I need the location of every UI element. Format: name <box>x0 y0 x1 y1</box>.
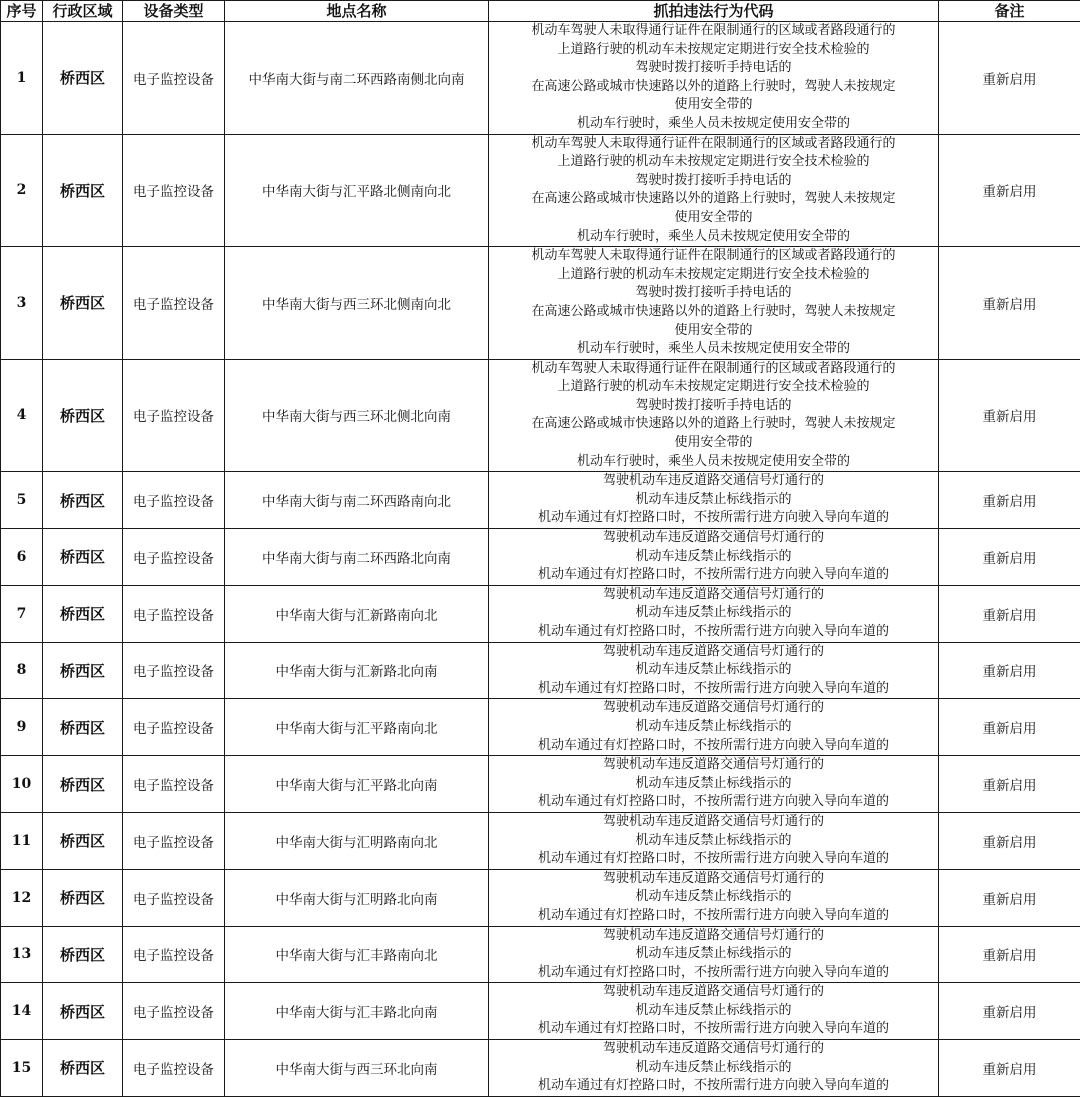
row-number: 9 <box>1 699 43 756</box>
violation-line: 使用安全带的 <box>491 96 936 115</box>
violation-codes-cell <box>489 359 939 472</box>
row-number: 2 <box>1 134 43 247</box>
district-cell: 桥西区 <box>43 472 123 529</box>
row-number: 1 <box>1 22 43 135</box>
table-row <box>1 585 1080 642</box>
device-type-cell: 电子监控设备 <box>123 359 225 472</box>
remark-cell: 重新启用 <box>939 869 1080 926</box>
table-row <box>1 699 1080 756</box>
violation-codes-cell <box>489 642 939 699</box>
header-location: 地点名称 <box>225 1 489 22</box>
violation-line: 驾驶机动车违反道路交通信号灯通行的 <box>491 586 936 605</box>
device-type-cell: 电子监控设备 <box>123 642 225 699</box>
row-number: 4 <box>1 359 43 472</box>
device-type-cell: 电子监控设备 <box>123 869 225 926</box>
district-cell: 桥西区 <box>43 22 123 135</box>
row-number: 6 <box>1 529 43 586</box>
violation-line: 上道路行驶的机动车未按规定定期进行安全技术检验的 <box>491 378 936 397</box>
violation-line: 机动车驾驶人未取得通行证件在限制通行的区域或者路段通行的 <box>491 135 936 154</box>
violation-line: 机动车驾驶人未取得通行证件在限制通行的区域或者路段通行的 <box>491 22 936 41</box>
district-cell: 桥西区 <box>43 1040 123 1097</box>
location-cell: 中华南大街与汇明路南向北 <box>225 812 489 869</box>
location-cell: 中华南大街与汇平路北向南 <box>225 756 489 813</box>
violation-line: 在高速公路或城市快速路以外的道路上行驶时，驾驶人未按规定 <box>491 415 936 434</box>
row-number: 11 <box>1 812 43 869</box>
table-row <box>1 134 1080 247</box>
device-type-cell: 电子监控设备 <box>123 1040 225 1097</box>
table-row <box>1 812 1080 869</box>
violation-line: 驾驶机动车违反道路交通信号灯通行的 <box>491 756 936 775</box>
table-row <box>1 1040 1080 1097</box>
remark-cell: 重新启用 <box>939 472 1080 529</box>
table-row <box>1 359 1080 472</box>
violation-codes-cell <box>489 134 939 247</box>
row-number: 15 <box>1 1040 43 1097</box>
district-cell: 桥西区 <box>43 869 123 926</box>
violation-line: 在高速公路或城市快速路以外的道路上行驶时，驾驶人未按规定 <box>491 190 936 209</box>
violation-line: 驾驶机动车违反道路交通信号灯通行的 <box>491 927 936 946</box>
location-cell: 中华南大街与西三环北侧北向南 <box>225 359 489 472</box>
table-row <box>1 642 1080 699</box>
row-number: 5 <box>1 472 43 529</box>
location-cell: 中华南大街与南二环西路南向北 <box>225 472 489 529</box>
violation-line: 机动车违反禁止标线指示的 <box>491 604 936 623</box>
violation-line: 驾驶时拨打接听手持电话的 <box>491 59 936 78</box>
district-cell: 桥西区 <box>43 585 123 642</box>
table-row <box>1 472 1080 529</box>
violation-line: 机动车违反禁止标线指示的 <box>491 1059 936 1078</box>
remark-cell: 重新启用 <box>939 756 1080 813</box>
violation-codes-cell <box>489 869 939 926</box>
violation-line: 机动车驾驶人未取得通行证件在限制通行的区域或者路段通行的 <box>491 247 936 266</box>
violation-line: 机动车违反禁止标线指示的 <box>491 832 936 851</box>
violation-line: 驾驶机动车违反道路交通信号灯通行的 <box>491 529 936 548</box>
violation-line: 在高速公路或城市快速路以外的道路上行驶时，驾驶人未按规定 <box>491 78 936 97</box>
table-header-row <box>1 1 1080 22</box>
violation-line: 机动车行驶时，乘坐人员未按规定使用安全带的 <box>491 115 936 134</box>
location-cell: 中华南大街与汇平路北侧南向北 <box>225 134 489 247</box>
header-remark: 备注 <box>939 1 1080 22</box>
violation-line: 驾驶机动车违反道路交通信号灯通行的 <box>491 643 936 662</box>
violation-line: 驾驶时拨打接听手持电话的 <box>491 172 936 191</box>
violation-codes-cell <box>489 756 939 813</box>
violation-line: 驾驶机动车违反道路交通信号灯通行的 <box>491 472 936 491</box>
violation-line: 机动车违反禁止标线指示的 <box>491 491 936 510</box>
district-cell: 桥西区 <box>43 812 123 869</box>
violation-line: 机动车通过有灯控路口时，不按所需行进方向驶入导向车道的 <box>491 964 936 983</box>
remark-cell: 重新启用 <box>939 642 1080 699</box>
violation-line: 上道路行驶的机动车未按规定定期进行安全技术检验的 <box>491 41 936 60</box>
violation-line: 机动车通过有灯控路口时，不按所需行进方向驶入导向车道的 <box>491 850 936 869</box>
header-violation-codes: 抓拍违法行为代码 <box>489 1 939 22</box>
district-cell: 桥西区 <box>43 756 123 813</box>
violation-line: 机动车通过有灯控路口时，不按所需行进方向驶入导向车道的 <box>491 680 936 699</box>
violation-line: 驾驶机动车违反道路交通信号灯通行的 <box>491 813 936 832</box>
violation-codes-cell <box>489 926 939 983</box>
row-number: 3 <box>1 247 43 360</box>
table-row <box>1 869 1080 926</box>
violation-line: 使用安全带的 <box>491 434 936 453</box>
violation-line: 机动车通过有灯控路口时，不按所需行进方向驶入导向车道的 <box>491 509 936 528</box>
row-number: 12 <box>1 869 43 926</box>
device-type-cell: 电子监控设备 <box>123 756 225 813</box>
device-type-cell: 电子监控设备 <box>123 22 225 135</box>
device-type-cell: 电子监控设备 <box>123 247 225 360</box>
header-no: 序号 <box>1 1 43 22</box>
location-cell: 中华南大街与汇丰路南向北 <box>225 926 489 983</box>
row-number: 8 <box>1 642 43 699</box>
violation-line: 机动车通过有灯控路口时，不按所需行进方向驶入导向车道的 <box>491 1020 936 1039</box>
table-body <box>1 22 1080 1097</box>
remark-cell: 重新启用 <box>939 529 1080 586</box>
violation-line: 机动车行驶时，乘坐人员未按规定使用安全带的 <box>491 340 936 359</box>
device-type-cell: 电子监控设备 <box>123 699 225 756</box>
violation-line: 驾驶机动车违反道路交通信号灯通行的 <box>491 1040 936 1059</box>
violation-codes-cell <box>489 1040 939 1097</box>
remark-cell: 重新启用 <box>939 983 1080 1040</box>
location-cell: 中华南大街与西三环北向南 <box>225 1040 489 1097</box>
location-cell: 中华南大街与西三环北侧南向北 <box>225 247 489 360</box>
violation-line: 上道路行驶的机动车未按规定定期进行安全技术检验的 <box>491 153 936 172</box>
violation-line: 机动车通过有灯控路口时，不按所需行进方向驶入导向车道的 <box>491 566 936 585</box>
violation-line: 在高速公路或城市快速路以外的道路上行驶时，驾驶人未按规定 <box>491 303 936 322</box>
location-cell: 中华南大街与南二环西路北向南 <box>225 529 489 586</box>
violation-codes-cell <box>489 247 939 360</box>
table-row <box>1 529 1080 586</box>
remark-cell: 重新启用 <box>939 812 1080 869</box>
location-cell: 中华南大街与汇新路北向南 <box>225 642 489 699</box>
device-type-cell: 电子监控设备 <box>123 472 225 529</box>
header-district: 行政区域 <box>43 1 123 22</box>
violation-codes-cell <box>489 812 939 869</box>
violation-line: 使用安全带的 <box>491 322 936 341</box>
location-cell: 中华南大街与汇新路南向北 <box>225 585 489 642</box>
district-cell: 桥西区 <box>43 642 123 699</box>
table-row <box>1 756 1080 813</box>
violation-line: 机动车违反禁止标线指示的 <box>491 661 936 680</box>
violation-line: 机动车行驶时，乘坐人员未按规定使用安全带的 <box>491 453 936 472</box>
violation-line: 机动车通过有灯控路口时，不按所需行进方向驶入导向车道的 <box>491 623 936 642</box>
violation-line: 机动车驾驶人未取得通行证件在限制通行的区域或者路段通行的 <box>491 360 936 379</box>
violation-line: 机动车通过有灯控路口时，不按所需行进方向驶入导向车道的 <box>491 737 936 756</box>
device-type-cell: 电子监控设备 <box>123 983 225 1040</box>
row-number: 13 <box>1 926 43 983</box>
violation-line: 机动车行驶时，乘坐人员未按规定使用安全带的 <box>491 228 936 247</box>
device-type-cell: 电子监控设备 <box>123 926 225 983</box>
remark-cell: 重新启用 <box>939 1040 1080 1097</box>
violation-codes-cell <box>489 585 939 642</box>
violation-line: 机动车违反禁止标线指示的 <box>491 775 936 794</box>
remark-cell: 重新启用 <box>939 247 1080 360</box>
location-cell: 中华南大街与汇平路南向北 <box>225 699 489 756</box>
row-number: 7 <box>1 585 43 642</box>
violation-line: 驾驶机动车违反道路交通信号灯通行的 <box>491 983 936 1002</box>
row-number: 10 <box>1 756 43 813</box>
district-cell: 桥西区 <box>43 359 123 472</box>
violation-codes-cell <box>489 983 939 1040</box>
violation-line: 驾驶机动车违反道路交通信号灯通行的 <box>491 699 936 718</box>
violation-codes-cell <box>489 529 939 586</box>
district-cell: 桥西区 <box>43 134 123 247</box>
header-device-type: 设备类型 <box>123 1 225 22</box>
district-cell: 桥西区 <box>43 529 123 586</box>
device-type-cell: 电子监控设备 <box>123 134 225 247</box>
violation-codes-cell <box>489 472 939 529</box>
remark-cell: 重新启用 <box>939 585 1080 642</box>
district-cell: 桥西区 <box>43 699 123 756</box>
table-row <box>1 22 1080 135</box>
violation-codes-cell <box>489 22 939 135</box>
row-number: 14 <box>1 983 43 1040</box>
location-cell: 中华南大街与汇丰路北向南 <box>225 983 489 1040</box>
device-type-cell: 电子监控设备 <box>123 812 225 869</box>
violation-codes-cell <box>489 699 939 756</box>
violation-line: 机动车违反禁止标线指示的 <box>491 548 936 567</box>
violation-line: 机动车违反禁止标线指示的 <box>491 718 936 737</box>
remark-cell: 重新启用 <box>939 926 1080 983</box>
table-row <box>1 926 1080 983</box>
table-row <box>1 247 1080 360</box>
location-cell: 中华南大街与南二环西路南侧北向南 <box>225 22 489 135</box>
violation-line: 机动车通过有灯控路口时，不按所需行进方向驶入导向车道的 <box>491 907 936 926</box>
remark-cell: 重新启用 <box>939 134 1080 247</box>
violation-line: 机动车违反禁止标线指示的 <box>491 1002 936 1021</box>
remark-cell: 重新启用 <box>939 699 1080 756</box>
violation-line: 机动车通过有灯控路口时，不按所需行进方向驶入导向车道的 <box>491 1077 936 1096</box>
violation-line: 驾驶时拨打接听手持电话的 <box>491 397 936 416</box>
violation-line: 驾驶机动车违反道路交通信号灯通行的 <box>491 870 936 889</box>
violation-line: 机动车违反禁止标线指示的 <box>491 888 936 907</box>
district-cell: 桥西区 <box>43 983 123 1040</box>
device-type-cell: 电子监控设备 <box>123 529 225 586</box>
violation-line: 上道路行驶的机动车未按规定定期进行安全技术检验的 <box>491 266 936 285</box>
violation-line: 机动车通过有灯控路口时，不按所需行进方向驶入导向车道的 <box>491 793 936 812</box>
violation-line: 驾驶时拨打接听手持电话的 <box>491 284 936 303</box>
violation-line: 机动车违反禁止标线指示的 <box>491 945 936 964</box>
location-cell: 中华南大街与汇明路北向南 <box>225 869 489 926</box>
violation-line: 使用安全带的 <box>491 209 936 228</box>
district-cell: 桥西区 <box>43 247 123 360</box>
remark-cell: 重新启用 <box>939 22 1080 135</box>
district-cell: 桥西区 <box>43 926 123 983</box>
table-row <box>1 983 1080 1040</box>
device-type-cell: 电子监控设备 <box>123 585 225 642</box>
remark-cell: 重新启用 <box>939 359 1080 472</box>
